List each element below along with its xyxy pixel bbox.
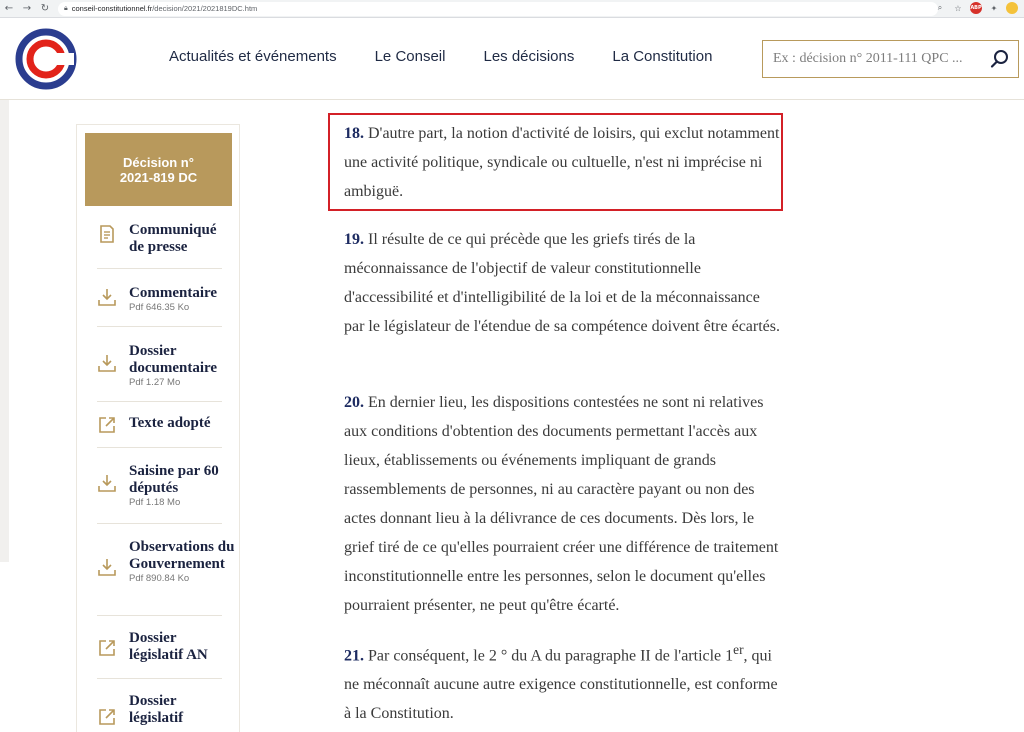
nav-actualites[interactable]: Actualités et événements bbox=[169, 48, 337, 65]
search-box bbox=[762, 40, 1019, 78]
site-header bbox=[0, 19, 1024, 100]
paragraph-number: 21. bbox=[344, 647, 364, 665]
paragraph-20 bbox=[344, 388, 780, 620]
decision-label: Décision n° bbox=[123, 154, 194, 170]
back-button[interactable]: ← bbox=[4, 3, 14, 14]
divider bbox=[97, 615, 222, 616]
download-icon bbox=[97, 473, 117, 493]
divider bbox=[97, 678, 222, 679]
sidebar-item-communique[interactable] bbox=[97, 222, 222, 256]
main-nav bbox=[169, 48, 750, 65]
browser-toolbar bbox=[0, 0, 1024, 18]
sidebar-item-commentaire[interactable] bbox=[97, 285, 222, 313]
profile-avatar[interactable] bbox=[1006, 2, 1018, 14]
paragraph-number: 18. bbox=[344, 125, 364, 142]
adblock-icon[interactable]: ABP bbox=[970, 2, 982, 14]
download-icon bbox=[97, 557, 117, 577]
sidebar-item-label: Communiqué de presse bbox=[129, 222, 217, 255]
file-size: Pdf 646.35 Ko bbox=[129, 302, 190, 313]
url-path: /decision/2021/2021819DC.htm bbox=[152, 4, 258, 13]
sidebar-item-label: Texte adopté bbox=[129, 415, 211, 431]
paragraph-number: 20. bbox=[344, 394, 364, 411]
sidebar-item-observations[interactable] bbox=[97, 539, 237, 584]
file-size: Pdf 890.84 Ko bbox=[129, 573, 190, 584]
sidebar-item-dossier-legislatif[interactable] bbox=[97, 693, 222, 727]
conseil-logo[interactable] bbox=[15, 28, 77, 90]
external-link-icon bbox=[97, 707, 117, 727]
extensions-icon[interactable]: ✦ bbox=[990, 3, 998, 13]
paragraph-number: 19. bbox=[344, 231, 364, 248]
url-domain: conseil-constitutionnel.fr bbox=[71, 4, 153, 13]
decision-number: 2021-819 DC bbox=[119, 169, 198, 185]
zoom-icon[interactable]: ⌕ bbox=[937, 3, 943, 12]
highlight-box bbox=[328, 113, 783, 211]
divider bbox=[97, 447, 222, 448]
nav-le-conseil[interactable]: Le Conseil bbox=[374, 48, 446, 65]
download-icon bbox=[97, 353, 117, 373]
external-link-icon bbox=[97, 638, 117, 658]
nav-les-decisions[interactable]: Les décisions bbox=[483, 48, 575, 65]
divider bbox=[97, 268, 222, 269]
address-bar[interactable] bbox=[58, 2, 938, 16]
file-size: Pdf 1.27 Mo bbox=[129, 377, 181, 388]
divider bbox=[97, 523, 222, 524]
paragraph-text: , qui ne méconnaît aucune autre exigence constitutionnelle, est conforme à la Constitution. bbox=[344, 647, 778, 723]
nav-la-constitution[interactable]: La Constitution bbox=[612, 48, 713, 65]
file-size: Pdf 1.18 Mo bbox=[129, 497, 181, 508]
document-icon bbox=[97, 224, 117, 244]
external-link-icon bbox=[97, 415, 117, 435]
decision-badge bbox=[85, 133, 232, 206]
download-icon bbox=[97, 287, 117, 307]
sidebar-item-saisine[interactable] bbox=[97, 463, 222, 508]
paragraph-21 bbox=[344, 635, 780, 728]
search-input[interactable] bbox=[763, 42, 983, 76]
sidebar-item-label: Saisine par 60 députés bbox=[129, 463, 219, 496]
left-edge-strip bbox=[0, 100, 9, 562]
sidebar-item-dossier-documentaire[interactable] bbox=[97, 343, 222, 388]
sidebar-item-label: Commentaire bbox=[129, 285, 218, 301]
sidebar-item-label: Observations du Gouvernement bbox=[129, 539, 235, 572]
paragraph-text: D'autre part, la notion d'activité de loisirs, qui exclut notamment une activité politique, syndicale ou cultuelle, n'est ni imprécise ni ambiguë. bbox=[344, 125, 780, 200]
search-icon[interactable] bbox=[990, 49, 1010, 69]
paragraph-text: En dernier lieu, les dispositions contestées ne sont ni relatives aux conditions d'obtention des documents permettant l'accès aux lieux, établissements ou événements impliquant de grands rassemblements de personnes, ni au caractère payant ou non des actes donnant lieu à la délivrance de ces documents. Dès lors, le grief tiré de ce qu'elles pourraient créer une différence de traitement inconstitutionnelle entre les personnes, selon le document qu'elles pourraient présenter, ne peut qu'être écarté. bbox=[344, 394, 779, 614]
forward-button[interactable]: → bbox=[22, 3, 32, 14]
lock-icon: 🔒︎ bbox=[64, 4, 68, 12]
sidebar-item-label: Dossier documentaire bbox=[129, 343, 218, 376]
paragraph-19 bbox=[344, 225, 780, 341]
sidebar-item-label: Dossier législatif AN bbox=[129, 630, 208, 663]
paragraph-text: Il résulte de ce qui précède que les griefs tirés de la méconnaissance de l'objectif de valeur constitutionnelle d'accessibilité et d'intelligibilité de la loi et de la méconnaissance par le législateur de l'étendue de sa compétence doivent être écartés. bbox=[344, 231, 780, 335]
superscript: er bbox=[733, 642, 744, 657]
sidebar-item-label: Dossier législatif bbox=[129, 693, 184, 726]
decision-sidebar bbox=[76, 124, 240, 732]
reload-button[interactable]: ↻ bbox=[40, 3, 50, 14]
divider bbox=[97, 326, 222, 327]
sidebar-item-dossier-legislatif-an[interactable] bbox=[97, 630, 222, 664]
divider bbox=[97, 401, 222, 402]
star-icon[interactable]: ☆ bbox=[954, 3, 962, 13]
paragraph-text: Par conséquent, le 2 ° du A du paragraphe II de l'article 1 bbox=[368, 647, 734, 665]
sidebar-item-texte-adopte[interactable] bbox=[97, 415, 222, 435]
